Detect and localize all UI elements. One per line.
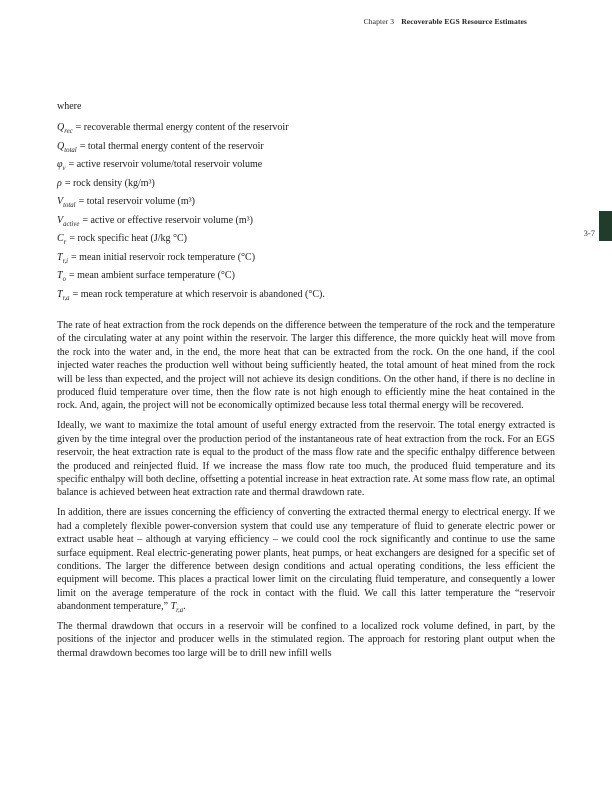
paragraph-maximize-energy [57,419,555,499]
definition-item [57,156,555,175]
content [57,100,555,660]
definition-item [57,249,555,268]
paragraph-thermal-drawdown [57,620,555,660]
paragraph-text: . [183,601,186,613]
paragraph-text: In addition, there are issues concerning the efficiency of converting the extracted thermal energy to electrical energy. If we had a completely flexible power-conversion system that could use any temperature of fluid to generate electric power or extract usable heat – although at varying efficiency – we could cool the rock significantly and continue to use the same surface equipment. Real electric-generating power plants, heat pumps, or heat exchangers are designed for a specific set of conditions. The larger the difference between design conditions and actual operating conditions, the less efficient the equipment will become. This places a practical lower limit on the circulating fluid temperature, and consequently a lower limit on the average temperature of the rock in contact with the fluid. We call this latter temperature the “reservoir abandonment temperature,” [57,507,555,613]
math-symbol: $T_{r,a}$ [57,288,70,302]
definition-text: = mean initial reservoir rock temperature (°C) [71,251,256,263]
chapter-label: Chapter 3 [363,17,395,26]
definition-text: = total reservoir volume (m³) [78,196,195,207]
math-subscript: o [62,276,66,283]
definition-text: = mean ambient surface temperature (°C) [68,270,235,281]
definition-item [57,230,555,249]
math-symbol: ρ [57,177,62,189]
math-subscript: total [64,146,77,154]
definition-text: = total thermal energy content of the reservoir [79,140,264,152]
math-symbol: $C_r$ [57,233,67,246]
math-symbol: $Q_{total}$ [57,140,77,154]
definition-item [57,175,555,194]
definition-text: = active reservoir volume/total reservoir volume [68,159,263,170]
definition-item [57,286,555,305]
math-symbol: $T_{r,i}$ [57,251,69,265]
definition-text: = active or effective reservoir volume (m³) [82,214,253,226]
definition-text: = rock density (kg/m³) [64,177,155,189]
math-symbol: $Q_{rec}$ [57,122,73,135]
chapter-title: Recoverable EGS Resource Estimates [401,17,527,26]
definition-item [57,267,555,286]
definition-text: = rock specific heat (J/kg °C) [69,233,187,244]
page-number: 3-7 [583,228,595,238]
paragraph-text: Ideally, we want to maximize the total amount of useful energy extracted from the reservoir. The total energy extracted is given by the time integral over the production period of the instantaneous rate of heat extraction from the rock. For an EGS reservoir, the heat extraction rate is equal to the product of the mass flow rate and the specific enthalpy difference between the produced and reinjected fluid. If we increase the mass flow rate too much, the produced fluid temperature and its specific enthalpy will both decline, offsetting a potential increase in heat extraction rate. At some mass flow rate, an optimal balance is achieved between heat extraction rate and thermal drawdown rate. [57,420,555,499]
math-symbol: $T_o$ [57,270,66,283]
definition-item [57,212,555,231]
math-symbol: $V_{active}$ [57,214,80,228]
math-subscript: r,a [62,294,70,302]
definition-list [57,119,555,304]
math-symbol: T [170,601,177,613]
math-symbol: $\varphi_v$ [57,159,66,172]
math-subscript: r,a [176,607,184,615]
definition-item [57,193,555,212]
paragraph-text: The rate of heat extraction from the rock depends on the difference between the temperature of the rock and the temperature of the circulating water at any point within the reservoir. The larger this difference, the more quickly heat will move from the rock into the water and, in the end, the more heat that can be extracted from the rock. On the one hand, if the cool injected water reaches the production well without being sufficiently heated, the total amount of heat mined from the rock will be less than expected, and the project will not achieve its design conditions. On the other hand, if there is no decline in produced fluid temperature over time, then the flow rate is not high enough to efficiently mine the heat contained in the rock. And, again, the project will not be economically optimized because less total thermal energy will be recovered. [57,320,555,412]
math-subscript: total [63,202,76,209]
math-subscript: rec [64,128,73,135]
math-subscript: r,i [62,257,69,265]
math-symbol: $V_{total}$ [57,196,76,209]
math-subscript: r [63,239,67,246]
paragraph-heat-extraction [57,319,555,413]
definition-item [57,119,555,138]
math-subscript: v [62,165,66,172]
definition-item [57,138,555,157]
page-header [364,17,527,26]
where-label: where [57,101,82,112]
chapter-side-tab [599,211,612,241]
paragraph-text: The thermal drawdown that occurs in a reservoir will be confined to a localized rock volume defined, in part, by the positions of the injector and producer wells in the stimulated region. The approach for restoring plant output when the thermal drawdown becomes too large will be to drill new infill wells [57,621,555,659]
definition-text: = mean rock temperature at which reservoir is abandoned (°C). [72,288,325,300]
definition-text: = recoverable thermal energy content of the reservoir [75,122,289,133]
math-subscript: active [63,220,80,228]
paragraph-conversion-efficiency [57,506,555,613]
